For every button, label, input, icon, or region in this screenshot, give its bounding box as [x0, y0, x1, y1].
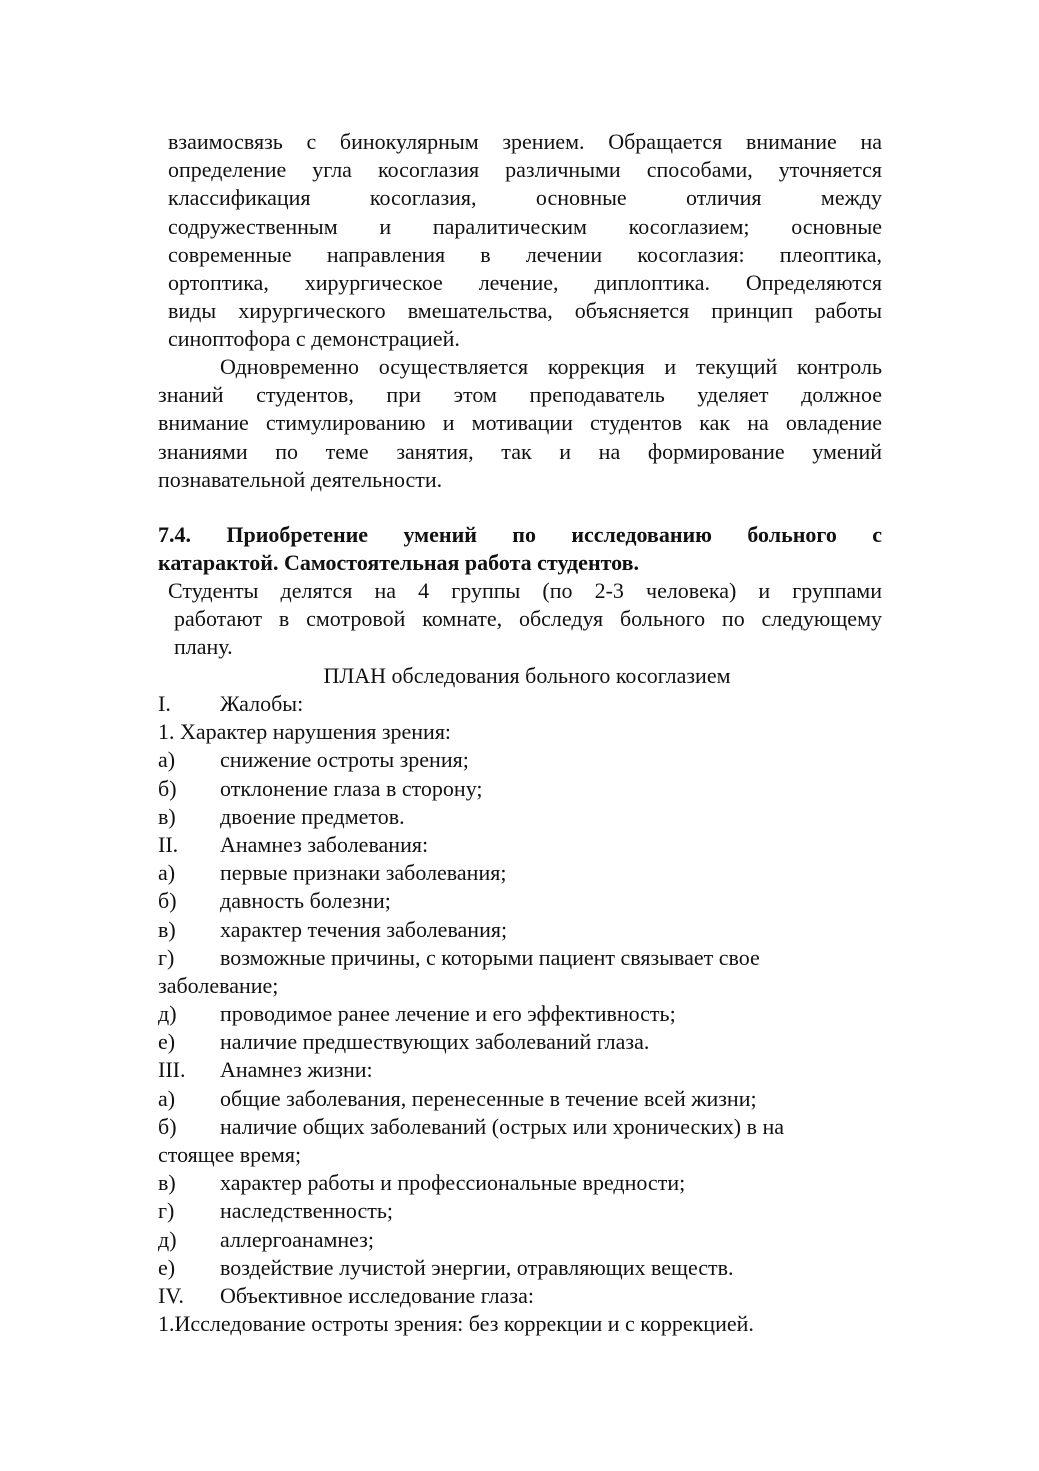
list-item-text: возможные причины, с которыми пациент связывает свое	[220, 944, 760, 970]
list-marker: г)	[158, 1198, 175, 1224]
text-line: виды хирургического вмешательства, объясняется принцип работы	[168, 298, 882, 324]
list-item-text: 1. Характер нарушения зрения:	[158, 719, 452, 745]
plan-title-text: ПЛАН обследования больного косоглазием	[323, 663, 731, 688]
list-item-text: Жалобы:	[220, 691, 304, 716]
list-item-text: отклонение глаза в сторону;	[220, 775, 483, 801]
text-line: взаимосвязь с бинокулярным зрением. Обращается внимание на	[168, 129, 882, 154]
list-item-text: наличие предшествующих заболеваний глаза.	[220, 1029, 650, 1055]
text-line: современные направления в лечении косоглазия: плеоптика,	[168, 241, 882, 267]
list-item	[158, 803, 882, 831]
list-item-text: двоение предметов.	[220, 803, 405, 829]
list-marker: е)	[158, 1029, 176, 1055]
list-marker: I.	[158, 691, 171, 716]
list-item-text: наличие общих заболеваний (острых или хронических) в на	[220, 1113, 785, 1139]
list-marker: е)	[158, 1254, 176, 1280]
list-item	[158, 887, 882, 915]
list-marker: б)	[158, 1113, 177, 1139]
list-item	[158, 746, 882, 774]
list-item	[158, 690, 882, 718]
heading-line: катарактой. Самостоятельная работа студентов.	[158, 550, 639, 576]
list-item	[158, 1282, 882, 1310]
text-line: ортоптика, хирургическое лечение, диплоптика. Определяются	[168, 269, 882, 295]
text-line: плану.	[174, 634, 233, 660]
list-item-text: 1.Исследование остроты зрения: без коррекции и с коррекцией.	[158, 1311, 754, 1337]
list-marker: в)	[158, 803, 176, 829]
list-item	[158, 859, 882, 887]
list-item-text: Анамнез жизни:	[220, 1057, 373, 1083]
list-item-text: характер работы и профессиональные вредности;	[220, 1170, 686, 1196]
heading-line: 7.4. Приобретение умений по исследованию больного с	[158, 522, 882, 547]
list-marker: а)	[158, 747, 176, 773]
list-item-text: заболевание;	[158, 972, 279, 998]
plan-title	[158, 662, 882, 690]
list-marker: II.	[158, 831, 179, 857]
list-item-text: аллергоанамнез;	[220, 1226, 374, 1252]
section-heading	[158, 521, 882, 577]
list-item	[158, 775, 882, 803]
list-item	[158, 1310, 882, 1338]
intro-paragraph	[168, 128, 882, 354]
list-item-text: воздействие лучистой энергии, отравляющих веществ.	[220, 1254, 734, 1280]
list-item	[158, 1000, 882, 1028]
list-item	[158, 1028, 882, 1056]
list-marker: д)	[158, 1001, 177, 1027]
list-item-text: проводимое ранее лечение и его эффективность;	[220, 1001, 676, 1027]
list-marker: д)	[158, 1226, 177, 1252]
text-line: работают в смотровой комнате, обследуя больного по следующему	[174, 606, 882, 632]
list-item	[158, 1169, 882, 1197]
list-item-text: общие заболевания, перенесенные в течение всей жизни;	[220, 1085, 757, 1111]
text-line: классификация косоглазия, основные отличия между	[168, 185, 882, 211]
paragraph-correction	[158, 353, 882, 494]
list-item	[158, 1254, 882, 1282]
text-line: знаниями по теме занятия, так и на формирование умений	[158, 438, 882, 464]
list-marker: III.	[158, 1057, 186, 1083]
list-item	[158, 1226, 882, 1254]
list-item	[158, 718, 882, 746]
text-line: познавательной деятельности.	[158, 466, 443, 492]
list-marker: а)	[158, 860, 176, 886]
list-item	[158, 1085, 882, 1113]
list-item-text: давность болезни;	[220, 888, 391, 914]
text-line: Студенты делятся на 4 группы (по 2-3 человека) и группами	[168, 578, 882, 603]
list-item-text: снижение остроты зрения;	[220, 747, 469, 773]
list-item-text: первые признаки заболевания;	[220, 860, 507, 886]
list-item-text: наследственность;	[220, 1198, 393, 1224]
list-item-text: Объективное исследование глаза:	[220, 1282, 534, 1308]
list-marker: б)	[158, 775, 177, 801]
list-item	[158, 1113, 882, 1141]
plan-list	[158, 690, 882, 1338]
text-line: знаний студентов, при этом преподаватель уделяет должное	[158, 382, 882, 408]
list-item	[158, 972, 882, 1000]
list-marker: а)	[158, 1085, 176, 1111]
list-marker: г)	[158, 944, 175, 970]
list-item-text: стоящее время;	[158, 1142, 302, 1167]
text-line: определение угла косоглазия различными способами, уточняется	[168, 157, 882, 183]
text-line: синоптофора с демонстрацией.	[168, 326, 460, 352]
list-marker: IV.	[158, 1282, 184, 1308]
list-item	[158, 944, 882, 972]
list-marker: в)	[158, 916, 176, 942]
list-marker: в)	[158, 1170, 176, 1196]
list-item-text: Анамнез заболевания:	[220, 831, 429, 857]
list-item	[158, 831, 882, 859]
list-item	[158, 1197, 882, 1225]
text-line: внимание стимулированию и мотивации студентов как на овладение	[158, 410, 882, 436]
text-line: Одновременно осуществляется коррекция и текущий контроль	[220, 354, 882, 379]
text-line: содружественным и паралитическим косоглазием; основные	[168, 213, 882, 239]
section-intro	[158, 577, 882, 662]
list-item	[158, 1056, 882, 1084]
list-item	[158, 916, 882, 944]
list-marker: б)	[158, 888, 177, 914]
list-item-text: характер течения заболевания;	[220, 916, 508, 942]
list-item	[158, 1141, 882, 1169]
